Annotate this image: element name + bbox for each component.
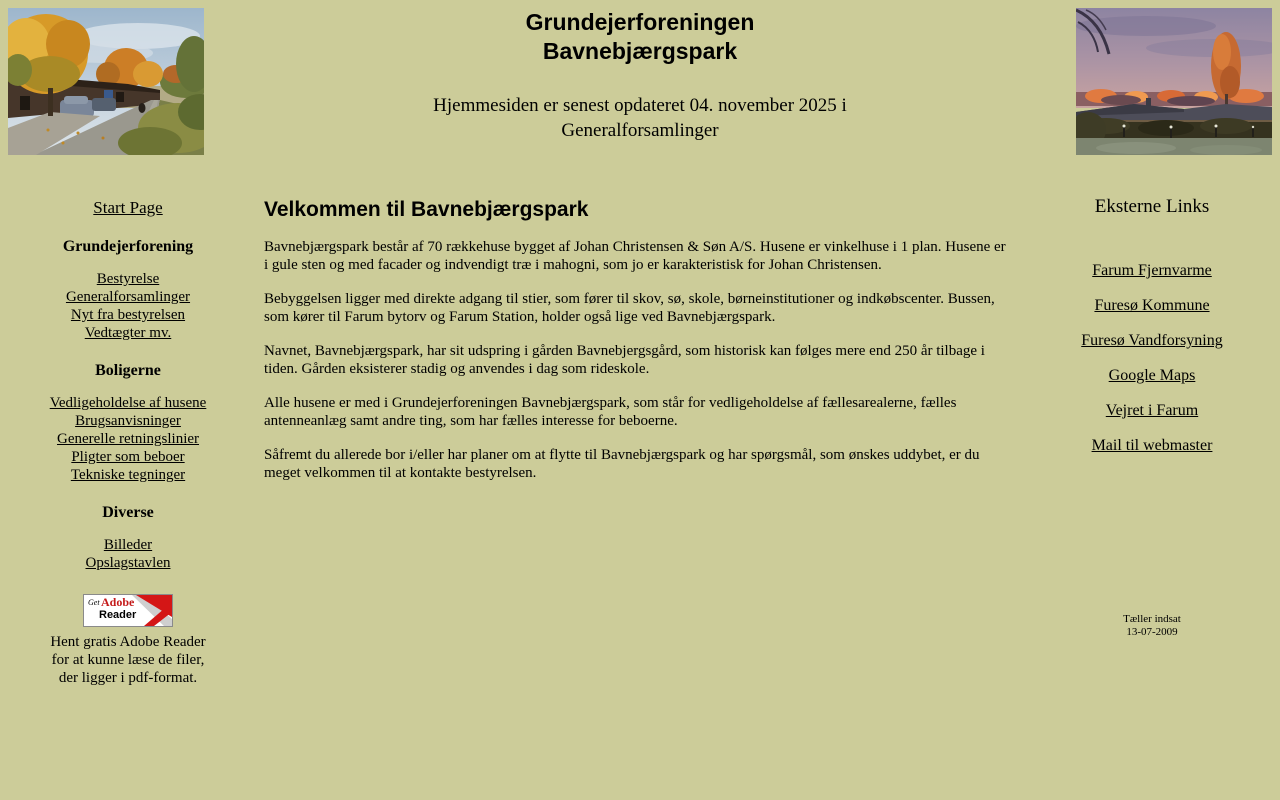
ext-link-furesoe-vandforsyning[interactable]: Furesø Vandforsyning [1081, 332, 1223, 349]
adobe-badge-adobe-label: Adobe [101, 595, 135, 609]
external-links-column [1024, 184, 1280, 639]
ext-link-mail-til-webmaster[interactable]: Mail til webmaster [1091, 437, 1213, 454]
adobe-note-line3: der ligger i pdf-format. [58, 670, 198, 686]
nav-link-bestyrelse[interactable]: Bestyrelse [96, 271, 160, 287]
nav-group-grundejerforening [0, 270, 256, 342]
counter-line2: 13-07-2009 [1126, 626, 1178, 638]
counter-line1: Tæller indsat [1123, 613, 1181, 625]
nav-group-boligerne [0, 394, 256, 484]
adobe-note [0, 633, 256, 687]
ext-link-farum-fjernvarme[interactable]: Farum Fjernvarme [1092, 262, 1212, 279]
ext-link-vejret-i-farum[interactable]: Vejret i Farum [1105, 402, 1199, 419]
nav-link-start-page[interactable]: Start Page [93, 198, 163, 217]
header [0, 0, 1280, 184]
intro-paragraph-4: Alle husene er med i Grundejerforeningen Bavnebjærgspark, som står for vedligeholdelse af fællesarealerne, fælles antenneanlæg samt andre ting, som har fælles interesse for beboerne. [264, 395, 957, 429]
adobe-reader-block [0, 594, 256, 687]
adobe-reader-badge[interactable] [83, 594, 173, 627]
nav-link-generelle-retningslinier[interactable]: Generelle retningslinier [56, 431, 200, 447]
adobe-badge-get-label: Get [88, 598, 100, 607]
nav-link-opslagstavlen[interactable]: Opslagstavlen [85, 555, 171, 571]
intro-paragraph-5: Såfremt du allerede bor i/eller har planer om at flytte til Bavnebjærgspark og har spørgsmål, som ønskes uddybet, er du meget velkommen til at kontakte bestyrelsen. [264, 447, 980, 481]
adobe-swoosh-icon [132, 595, 172, 627]
ext-link-furesoe-kommune[interactable]: Furesø Kommune [1094, 297, 1210, 314]
adobe-note-line1: Hent gratis Adobe Reader [50, 634, 206, 650]
nav-link-tekniske-tegninger[interactable]: Tekniske tegninger [70, 467, 186, 483]
content [0, 184, 1280, 687]
nav-link-billeder[interactable]: Billeder [103, 537, 153, 553]
main-column [256, 184, 1024, 498]
nav-link-nyt-fra-bestyrelsen[interactable]: Nyt fra bestyrelsen [70, 307, 186, 323]
nav-heading-diverse: Diverse [102, 504, 154, 521]
site-title-line2: Bavnebjærgspark [542, 38, 738, 64]
page-title: Velkommen til Bavnebjærgspark [264, 198, 589, 221]
external-links-heading: Eksterne Links [1094, 196, 1210, 217]
nav-link-generalforsamlinger[interactable]: Generalforsamlinger [65, 289, 191, 305]
nav-link-vedligeholdelse[interactable]: Vedligeholdelse af husene [49, 395, 207, 411]
left-nav-column [0, 184, 256, 687]
adobe-note-line2: for at kunne læse de filer, [51, 652, 205, 668]
dusk-rooftops-photo [1076, 8, 1272, 155]
visit-counter-note [1024, 613, 1280, 639]
intro-paragraph-1: Bavnebjærgspark består af 70 rækkehuse bygget af Johan Christensen & Søn A/S. Husene er vinkelhuse i 1 plan. Husene er i gule sten og med facader og indvendigt træ i mahogni, som jo er karakteristisk for Johan Christensen. [264, 239, 1006, 273]
nav-group-diverse [0, 536, 256, 572]
nav-link-brugsanvisninger[interactable]: Brugsanvisninger [75, 413, 181, 429]
adobe-badge-reader-label: Reader [99, 609, 137, 621]
intro-paragraph-2: Bebyggelsen ligger med direkte adgang til stier, som fører til skov, sø, skole, børneinstitutioner og indkøbscenter. Bussen, som kører til Farum bytorv og Farum Station, holder også lige ved Bavnebjærgspark. [264, 291, 995, 325]
autumn-street-photo [8, 8, 204, 155]
ext-link-google-maps[interactable]: Google Maps [1108, 367, 1196, 384]
update-note: Hjemmesiden er senest opdateret 04. november 2025 i Generalforsamlinger [433, 95, 847, 141]
site-title-line1: Grundejerforeningen [525, 9, 755, 35]
nav-heading-grundejerforening: Grundejerforening [62, 238, 194, 255]
nav-heading-boligerne: Boligerne [95, 362, 161, 379]
nav-link-vedtaegter[interactable]: Vedtægter mv. [84, 325, 172, 341]
nav-link-pligter-som-beboer[interactable]: Pligter som beboer [71, 449, 185, 465]
intro-paragraph-3: Navnet, Bavnebjærgspark, har sit udspring i gården Bavnebjergsgård, som historisk kan følges mere end 250 år tilbage i tiden. Gården eksisterer stadig og anvendes i dag som rideskole. [264, 343, 985, 377]
